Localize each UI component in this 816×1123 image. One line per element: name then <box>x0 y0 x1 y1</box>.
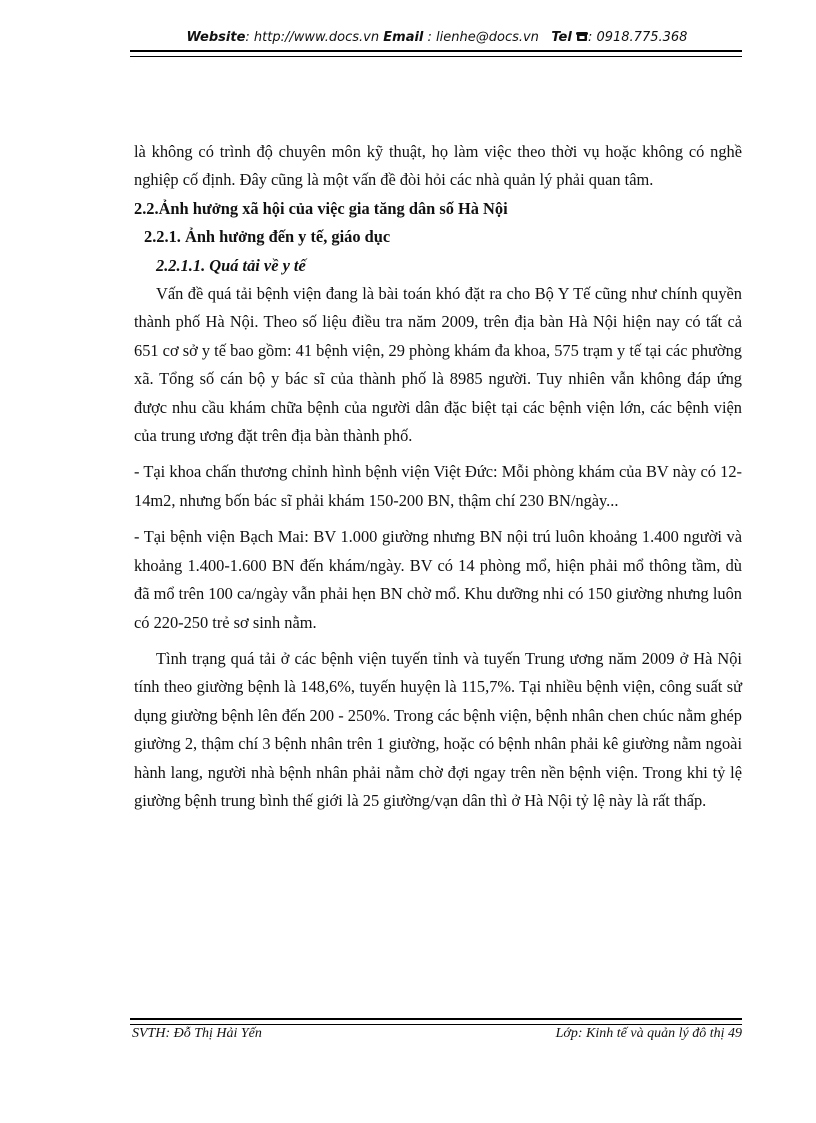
header-rule <box>130 50 742 57</box>
website-value: : http://www.docs.vn <box>245 30 380 45</box>
paragraph-overload: Vấn đề quá tải bệnh viện đang là bài toán khó đặt ra cho Bộ Y Tế cũng như chính quyền thành phố Hà Nội. Theo số liệu điều tra năm 2009, trên địa bàn Hà Nội hiện nay có tất cả 651 cơ sở y tế bao gồm: 41 bệnh viện, 29 phòng khám đa khoa, 575 trạm y tế tại các phường xã. Tổng số cán bộ y bác sĩ của thành phố là 8985 người. Tuy nhiên vẫn không đáp ứng được nhu cầu khám chữa bệnh của người dân đặc biệt tại các bệnh viện lớn, các bệnh viện của trung ương đặt trên địa bàn thành phố. <box>134 284 742 446</box>
website-label: Website <box>186 30 246 45</box>
tel-label: Tel <box>551 30 572 45</box>
phone-icon <box>576 31 588 42</box>
document-body <box>134 138 742 815</box>
section-heading-2-2-1: 2.2.1. Ảnh hưởng đến y tế, giáo dục <box>144 227 391 247</box>
footer-author: SVTH: Đỗ Thị Hải Yến <box>132 1026 262 1041</box>
paragraph-bach-mai: - Tại bệnh viện Bạch Mai: BV 1.000 giường nhưng BN nội trú luôn khoảng 1.400 người và khoảng 1.400-1.600 BN đến khám/ngày. BV có 14 phòng mổ, hiện phải mổ thông tầm, dù đã mổ trên 100 ca/ngày vẫn phải hẹn BN chờ mổ. Khu dưỡng nhi có 150 giường nhưng luôn có 220-250 trẻ sơ sinh nằm. <box>134 527 742 632</box>
paragraph-intro: là không có trình độ chuyên môn kỹ thuật, họ làm việc theo thời vụ hoặc không có nghề nghiệp cố định. Đây cũng là một vấn đề đòi hỏi các nhà quản lý phải quan tâm. <box>134 142 742 190</box>
section-heading-2-2-1-1: 2.2.1.1. Quá tải về y tế <box>156 255 306 275</box>
page-header <box>132 30 742 45</box>
email-value: : lienhe@docs.vn <box>423 30 539 45</box>
email-label: Email <box>383 30 424 45</box>
paragraph-statistics: Tình trạng quá tải ở các bệnh viện tuyến tỉnh và tuyến Trung ương năm 2009 ở Hà Nội tính theo giường bệnh là 148,6%, tuyến huyện là 115,7%. Tại nhiều bệnh viện, công suất sử dụng giường bệnh lên đến 200 - 250%. Trong các bệnh viện, bệnh nhân chen chúc nằm ghép giường 2, thậm chí 3 bệnh nhân trên 1 giường, hoặc có bệnh nhân phải kê giường nằm ngoài hành lang, người nhà bệnh nhân phải nằm chờ đợi ngay trên nền bệnh viện. Trong khi tỷ lệ giường bệnh trung bình thế giới là 25 giường/vạn dân thì ở Hà Nội tỷ lệ này là rất thấp. <box>134 648 742 810</box>
footer-rule <box>130 1018 742 1025</box>
paragraph-viet-duc: - Tại khoa chấn thương chỉnh hình bệnh viện Việt Đức: Mỗi phòng khám của BV này có 12-14m2, nhưng bốn bác sĩ phải khám 150-200 BN, thậm chí 230 BN/ngày... <box>134 462 742 510</box>
footer-class: Lớp: Kinh tế và quản lý đô thị 49 <box>555 1026 742 1041</box>
section-heading-2-2: 2.2.Ảnh hưởng xã hội của việc gia tăng dân số Hà Nội <box>134 198 508 218</box>
tel-value: : 0918.775.368 <box>587 30 688 45</box>
